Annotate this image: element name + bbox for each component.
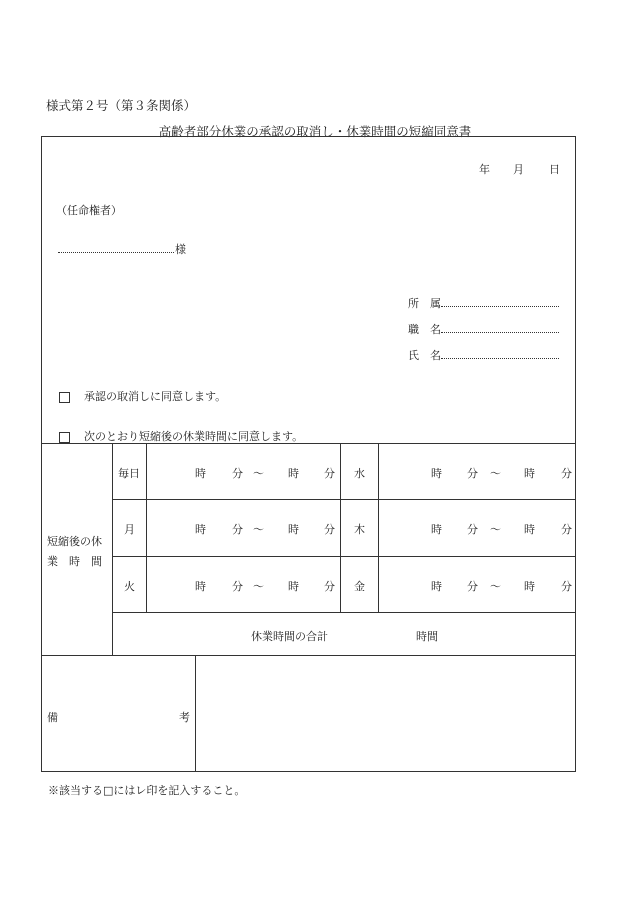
- schedule-col-divider: [112, 443, 113, 655]
- remarks-label-2: 考: [179, 711, 190, 724]
- end-minute-unit: 分: [561, 467, 572, 480]
- end-hour-unit: 時: [288, 580, 299, 593]
- tilde: ～: [253, 580, 264, 593]
- day-label-friday: 金: [354, 580, 365, 593]
- tilde: ～: [490, 580, 501, 593]
- day-label-thursday: 木: [354, 523, 365, 536]
- end-minute-unit: 分: [561, 523, 572, 536]
- schedule-row-divider: [112, 499, 576, 500]
- start-hour-unit: 時: [431, 467, 442, 480]
- document-title: 高齢者部分休業の承認の取消し・休業時間の短縮同意書: [158, 124, 472, 139]
- tilde: ～: [490, 523, 501, 536]
- affiliation-field[interactable]: [441, 306, 559, 307]
- form-number: 様式第２号（第３条関係）: [46, 98, 197, 113]
- consent-revoke-text: 承認の取消しに同意します。: [84, 390, 227, 403]
- consent-shorten-item[interactable]: [59, 428, 303, 444]
- start-minute-unit: 分: [232, 523, 243, 536]
- schedule-row-header-line1: 短縮後の休: [47, 535, 102, 548]
- total-hours-label: 休業時間の合計: [251, 630, 328, 643]
- day-label-tuesday: 火: [124, 580, 135, 593]
- end-minute-unit: 分: [561, 580, 572, 593]
- schedule-row-header-line2: 業 時 間: [47, 555, 102, 568]
- end-minute-unit: 分: [324, 523, 335, 536]
- total-hours-unit: 時間: [416, 630, 438, 643]
- day-label-monday: 月: [124, 523, 135, 536]
- schedule-row-divider: [112, 612, 576, 613]
- tilde: ～: [253, 523, 264, 536]
- schedule-col-divider: [340, 443, 341, 612]
- date-month-label: 月: [513, 163, 524, 176]
- date-day-label: 日: [549, 163, 560, 176]
- remarks-label-1: 備: [47, 711, 58, 724]
- schedule-row-divider: [112, 556, 576, 557]
- tilde: ～: [490, 467, 501, 480]
- start-hour-unit: 時: [431, 523, 442, 536]
- start-hour-unit: 時: [195, 580, 206, 593]
- remarks-field[interactable]: [196, 656, 575, 771]
- consent-revoke-checkbox[interactable]: [59, 392, 70, 403]
- tilde: ～: [253, 467, 264, 480]
- start-hour-unit: 時: [195, 467, 206, 480]
- consent-revoke-item[interactable]: [59, 388, 226, 404]
- name-field[interactable]: [441, 358, 559, 359]
- schedule-col-divider: [146, 443, 147, 612]
- start-minute-unit: 分: [232, 580, 243, 593]
- footnote: ※該当する□にはレ印を記入すること。: [48, 784, 246, 797]
- start-minute-unit: 分: [467, 523, 478, 536]
- end-hour-unit: 時: [524, 580, 535, 593]
- consent-shorten-checkbox[interactable]: [59, 432, 70, 443]
- start-minute-unit: 分: [467, 467, 478, 480]
- end-hour-unit: 時: [524, 467, 535, 480]
- day-label-daily: 毎日: [118, 467, 140, 480]
- start-minute-unit: 分: [467, 580, 478, 593]
- schedule-col-divider: [378, 443, 379, 612]
- end-hour-unit: 時: [524, 523, 535, 536]
- end-hour-unit: 時: [288, 523, 299, 536]
- addressee-honorific: 様: [175, 243, 186, 256]
- position-label: 職 名: [408, 323, 441, 336]
- schedule-top-border: [41, 443, 576, 444]
- start-minute-unit: 分: [232, 467, 243, 480]
- consent-shorten-text: 次のとおり短縮後の休業時間に同意します。: [84, 430, 304, 443]
- position-field[interactable]: [441, 332, 559, 333]
- start-hour-unit: 時: [431, 580, 442, 593]
- end-minute-unit: 分: [324, 467, 335, 480]
- affiliation-label: 所 属: [408, 297, 441, 310]
- start-hour-unit: 時: [195, 523, 206, 536]
- end-minute-unit: 分: [324, 580, 335, 593]
- name-label: 氏 名: [408, 349, 441, 362]
- appointing-authority-label: （任命権者）: [56, 204, 122, 217]
- end-hour-unit: 時: [288, 467, 299, 480]
- date-year-label: 年: [479, 163, 490, 176]
- addressee-name-line[interactable]: [58, 252, 174, 253]
- day-label-wednesday: 水: [354, 467, 365, 480]
